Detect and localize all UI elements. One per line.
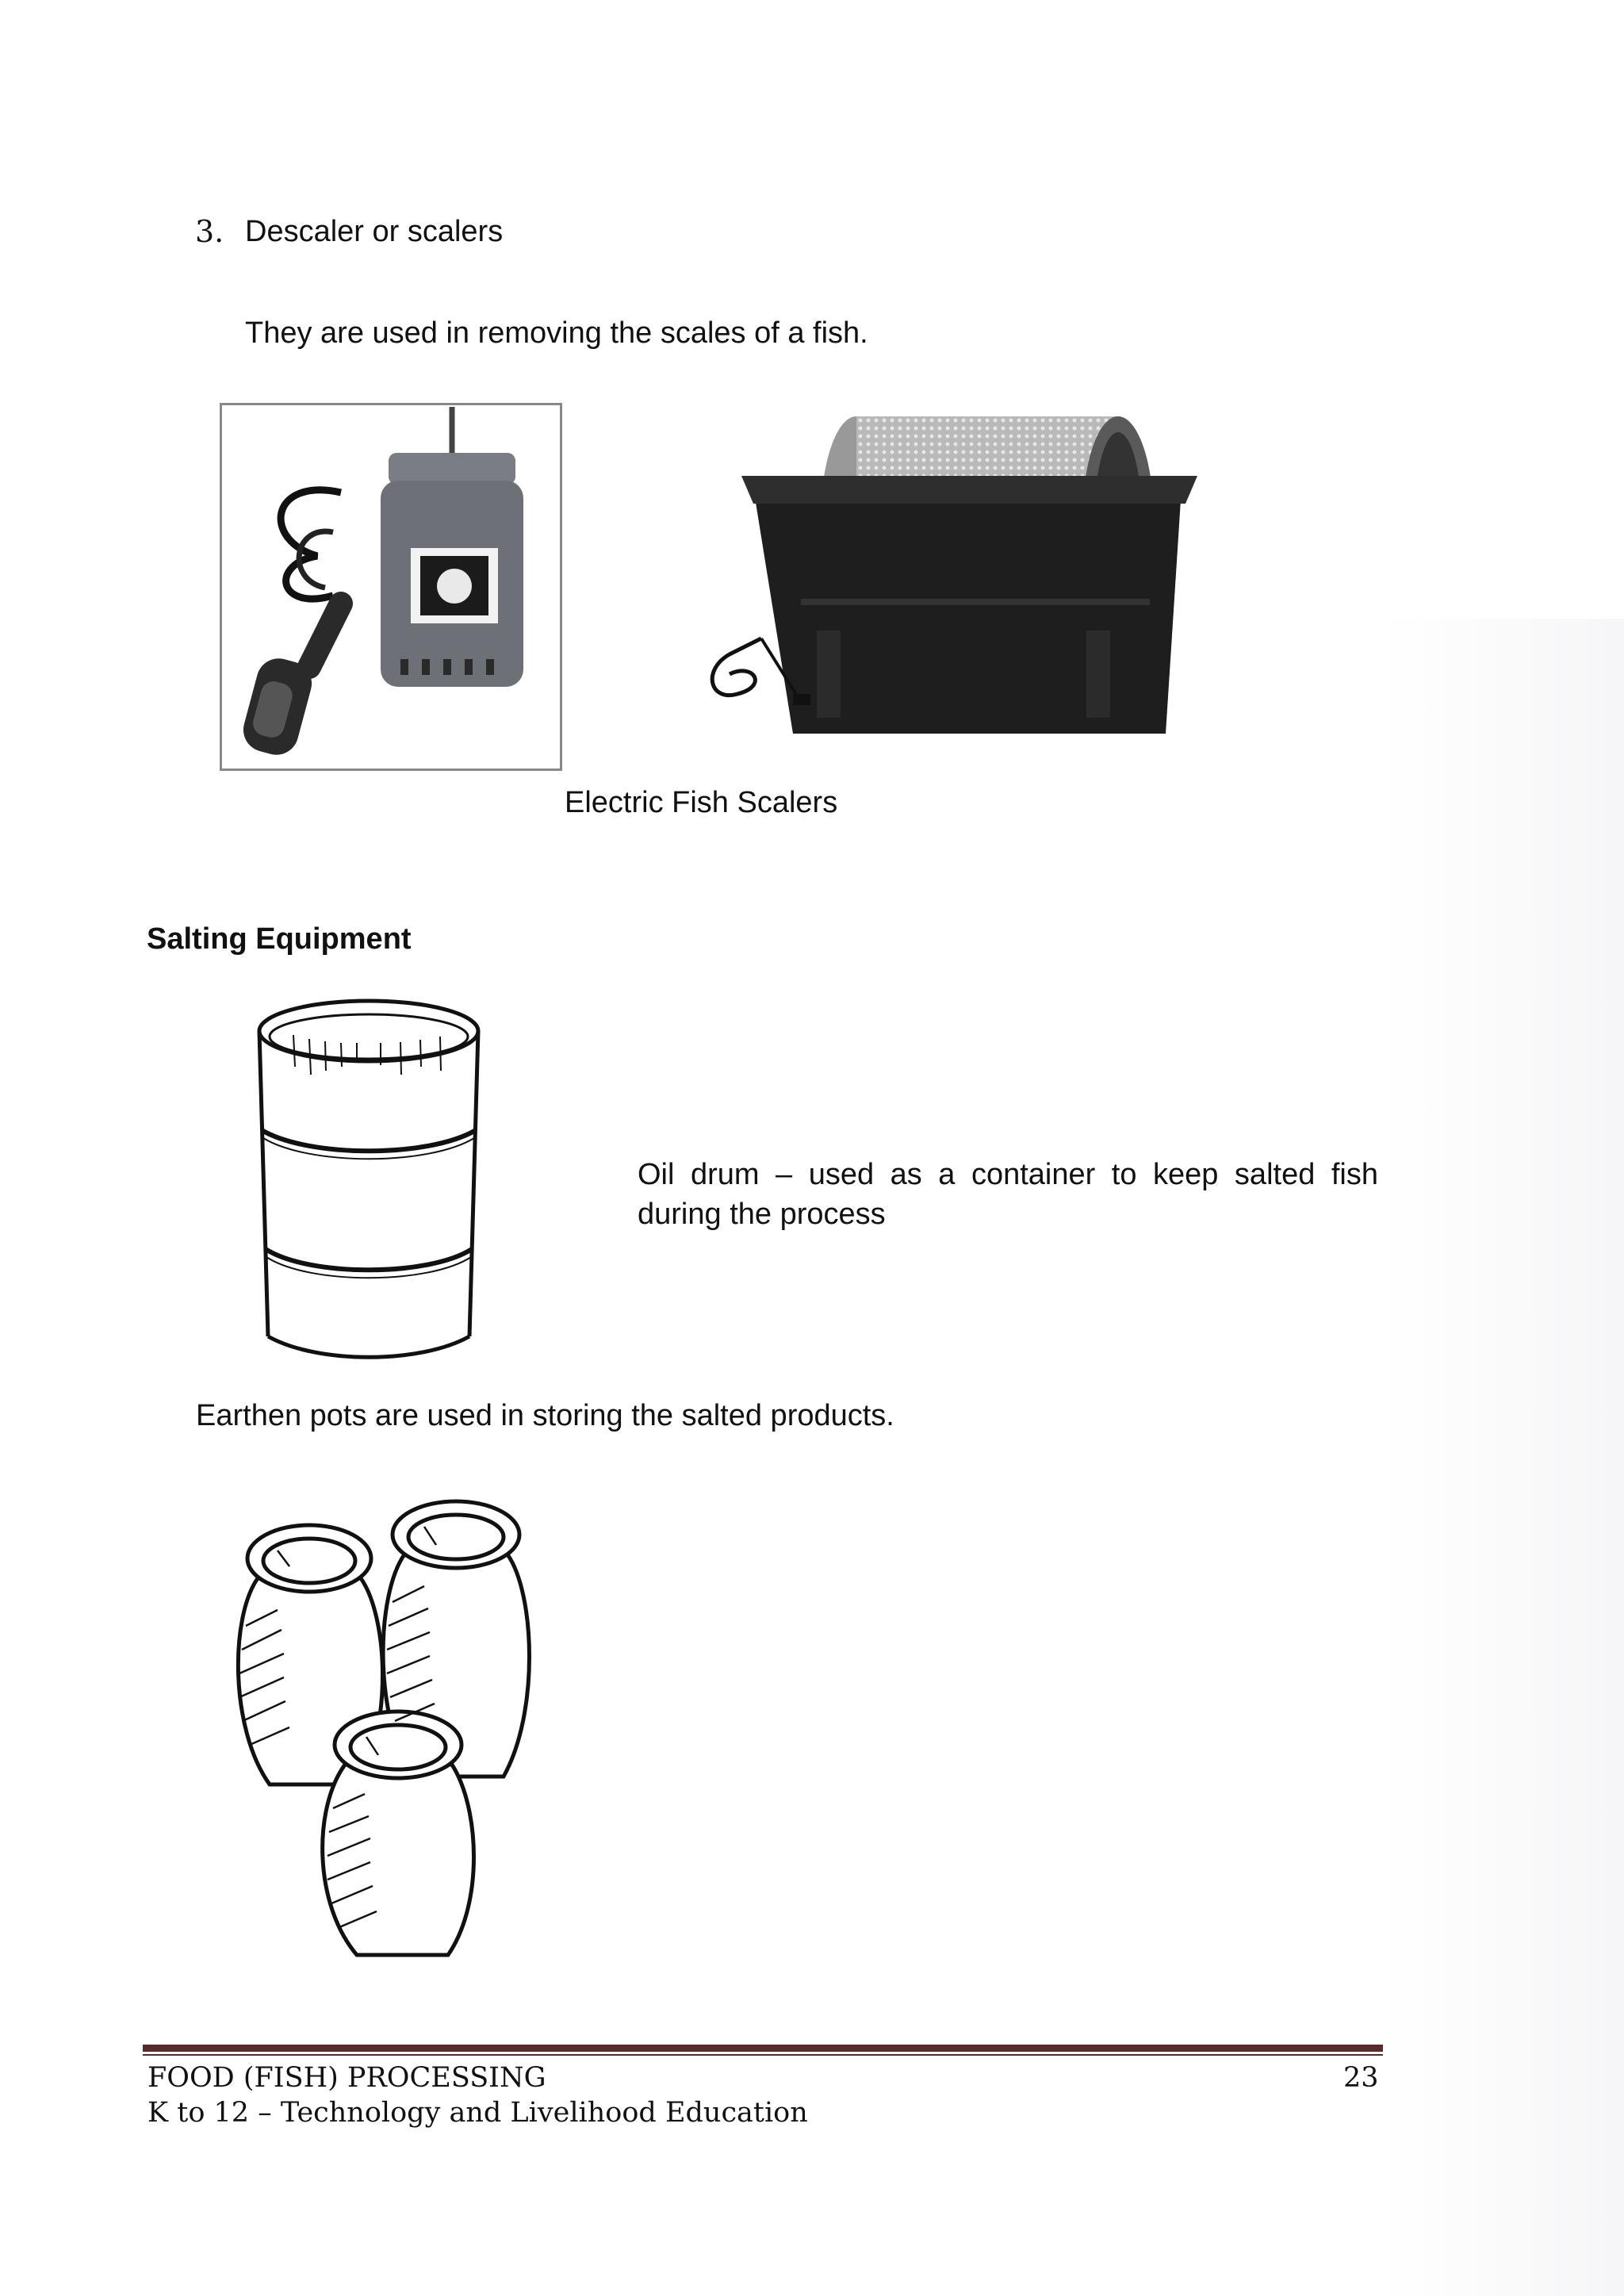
footer-subtitle: K to 12 – Technology and Livelihood Education [147,2097,808,2129]
list-item-title: Descaler or scalers [245,215,504,248]
list-item-description: They are used in removing the scales of a fish. [245,316,868,350]
page-edge-shading [1380,619,1624,2296]
handheld-scaler-illustration [222,405,560,769]
oil-drum-description: Oil drum – used as a container to keep salted fish during the process [638,1158,1378,1231]
drum-scaler-illustration [706,401,1213,749]
footer-title: FOOD (FISH) PROCESSING [147,2062,546,2094]
footer-rule-thin [143,2054,1383,2056]
list-item-number: 3. [195,214,224,249]
electric-scaler-photo-1 [220,403,562,771]
section-heading: Salting Equipment [147,922,412,956]
figure-caption: Electric Fish Scalers [565,786,838,819]
page-number: 23 [1343,2062,1379,2094]
electric-scaler-photo-2 [706,401,1213,749]
earthen-pots-illustration [222,1491,595,1983]
footer-rule [143,2045,1383,2052]
earthen-pots-description: Earthen pots are used in storing the salted products. [196,1399,894,1432]
oil-drum-illustration [246,987,492,1368]
